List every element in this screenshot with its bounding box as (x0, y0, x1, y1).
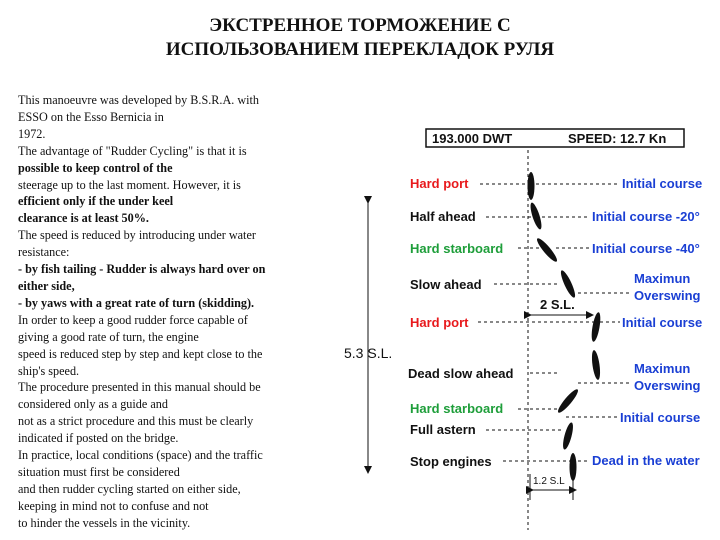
ship-track (528, 172, 603, 481)
text-line: indicated if posted on the bridge. (18, 431, 179, 446)
ship-silhouette (528, 172, 535, 200)
label-stop-engines: Stop engines (410, 454, 492, 469)
lateral-distance-label: 1.2 S.L (533, 476, 565, 487)
text-line: either side, (18, 278, 75, 293)
text-line: efficient only if the under keel (18, 194, 174, 209)
text-line: situation must first be considered (18, 464, 180, 479)
text-line: considered only as a guide and (18, 397, 168, 412)
ship-silhouette (561, 422, 575, 451)
label-slow-ahead: Slow ahead (410, 277, 482, 292)
text-line: This manoeuvre was developed by B.S.R.A. with (18, 93, 260, 107)
text-line: and then rudder cycling started on either side, (18, 481, 241, 496)
ship-silhouette (556, 387, 581, 414)
text-line: resistance: (18, 245, 70, 260)
label-maximun: Maximun (634, 271, 691, 286)
text-line: giving a good rate of turn, the engine (18, 329, 199, 344)
label-overswing: Overswing (634, 288, 701, 303)
text-line: The speed is reduced by introducing under water (18, 228, 256, 243)
text-line: ESSO on the Esso Bernicia in (18, 109, 164, 124)
label-dead-in-the-water: Dead in the water (592, 453, 700, 468)
label-hard-port: Hard port (410, 176, 469, 191)
label-dead-slow-ahead: Dead slow ahead (408, 366, 514, 381)
text-line: ship's speed. (18, 363, 80, 378)
text-line: In practice, local conditions (space) and the traffic (18, 448, 263, 463)
label-initial-course-2: Initial course (622, 315, 703, 330)
text-line: speed is reduced step by step and kept close to the (18, 346, 263, 361)
text-line: - by yaws with a great rate of turn (skidding). (18, 295, 255, 310)
label-initial-course-40: Initial course -40° (592, 241, 700, 256)
ship-silhouette (535, 236, 560, 263)
text-line: The procedure presented in this manual should be (18, 380, 261, 395)
label-hard-starboard: Hard starboard (410, 241, 504, 256)
title-line-2: ИСПОЛЬЗОВАНИЕМ ПЕРЕКЛАДОК РУЛЯ (165, 39, 555, 60)
label-full-astern: Full astern (410, 422, 476, 437)
text-line: 1972. (18, 126, 46, 141)
label-initial-course: Initial course (622, 176, 703, 191)
label-hard-starboard-2: Hard starboard (410, 401, 504, 416)
text-line: possible to keep control of the (18, 160, 173, 175)
text-line: not as a strict procedure and this must be clearly (18, 414, 254, 429)
ship-silhouette (528, 202, 543, 231)
label-overswing-2: Overswing (634, 378, 701, 393)
label-initial-course-3: Initial course (620, 410, 701, 425)
text-line: In order to keep a good rudder force capable of (18, 312, 248, 327)
left-leader-lines (478, 184, 594, 461)
label-half-ahead: Half ahead (410, 209, 476, 224)
ship-silhouette (590, 312, 602, 343)
speed-label: SPEED: 12.7 Kn (568, 131, 667, 146)
title-line-1: ЭКСТРЕННОЕ ТОРМОЖЕНИЕ С (209, 15, 511, 36)
label-initial-course-20: Initial course -20° (592, 209, 700, 224)
label-maximun-2: Maximun (634, 361, 691, 376)
total-distance-label: 5.3 S.L. (344, 345, 393, 361)
text-line: keeping in mind not to confuse and not (18, 498, 209, 513)
ship-silhouette (570, 453, 577, 481)
text-line: The advantage of "Rudder Cycling" is that it is (18, 143, 247, 158)
label-hard-port-2: Hard port (410, 315, 469, 330)
ship-silhouette (558, 269, 577, 299)
text-line: clearance is at least 50%. (18, 211, 149, 226)
text-line: to hinder the vessels in the vicinity. (18, 515, 191, 530)
text-line: - by fish tailing - Rudder is always hard over on (18, 262, 266, 277)
text-line: steerage up to the last moment. However, it is (18, 177, 241, 192)
ship-silhouette (590, 350, 601, 381)
mid-distance-label: 2 S.L. (540, 297, 575, 312)
dwt-label: 193.000 DWT (432, 131, 513, 146)
